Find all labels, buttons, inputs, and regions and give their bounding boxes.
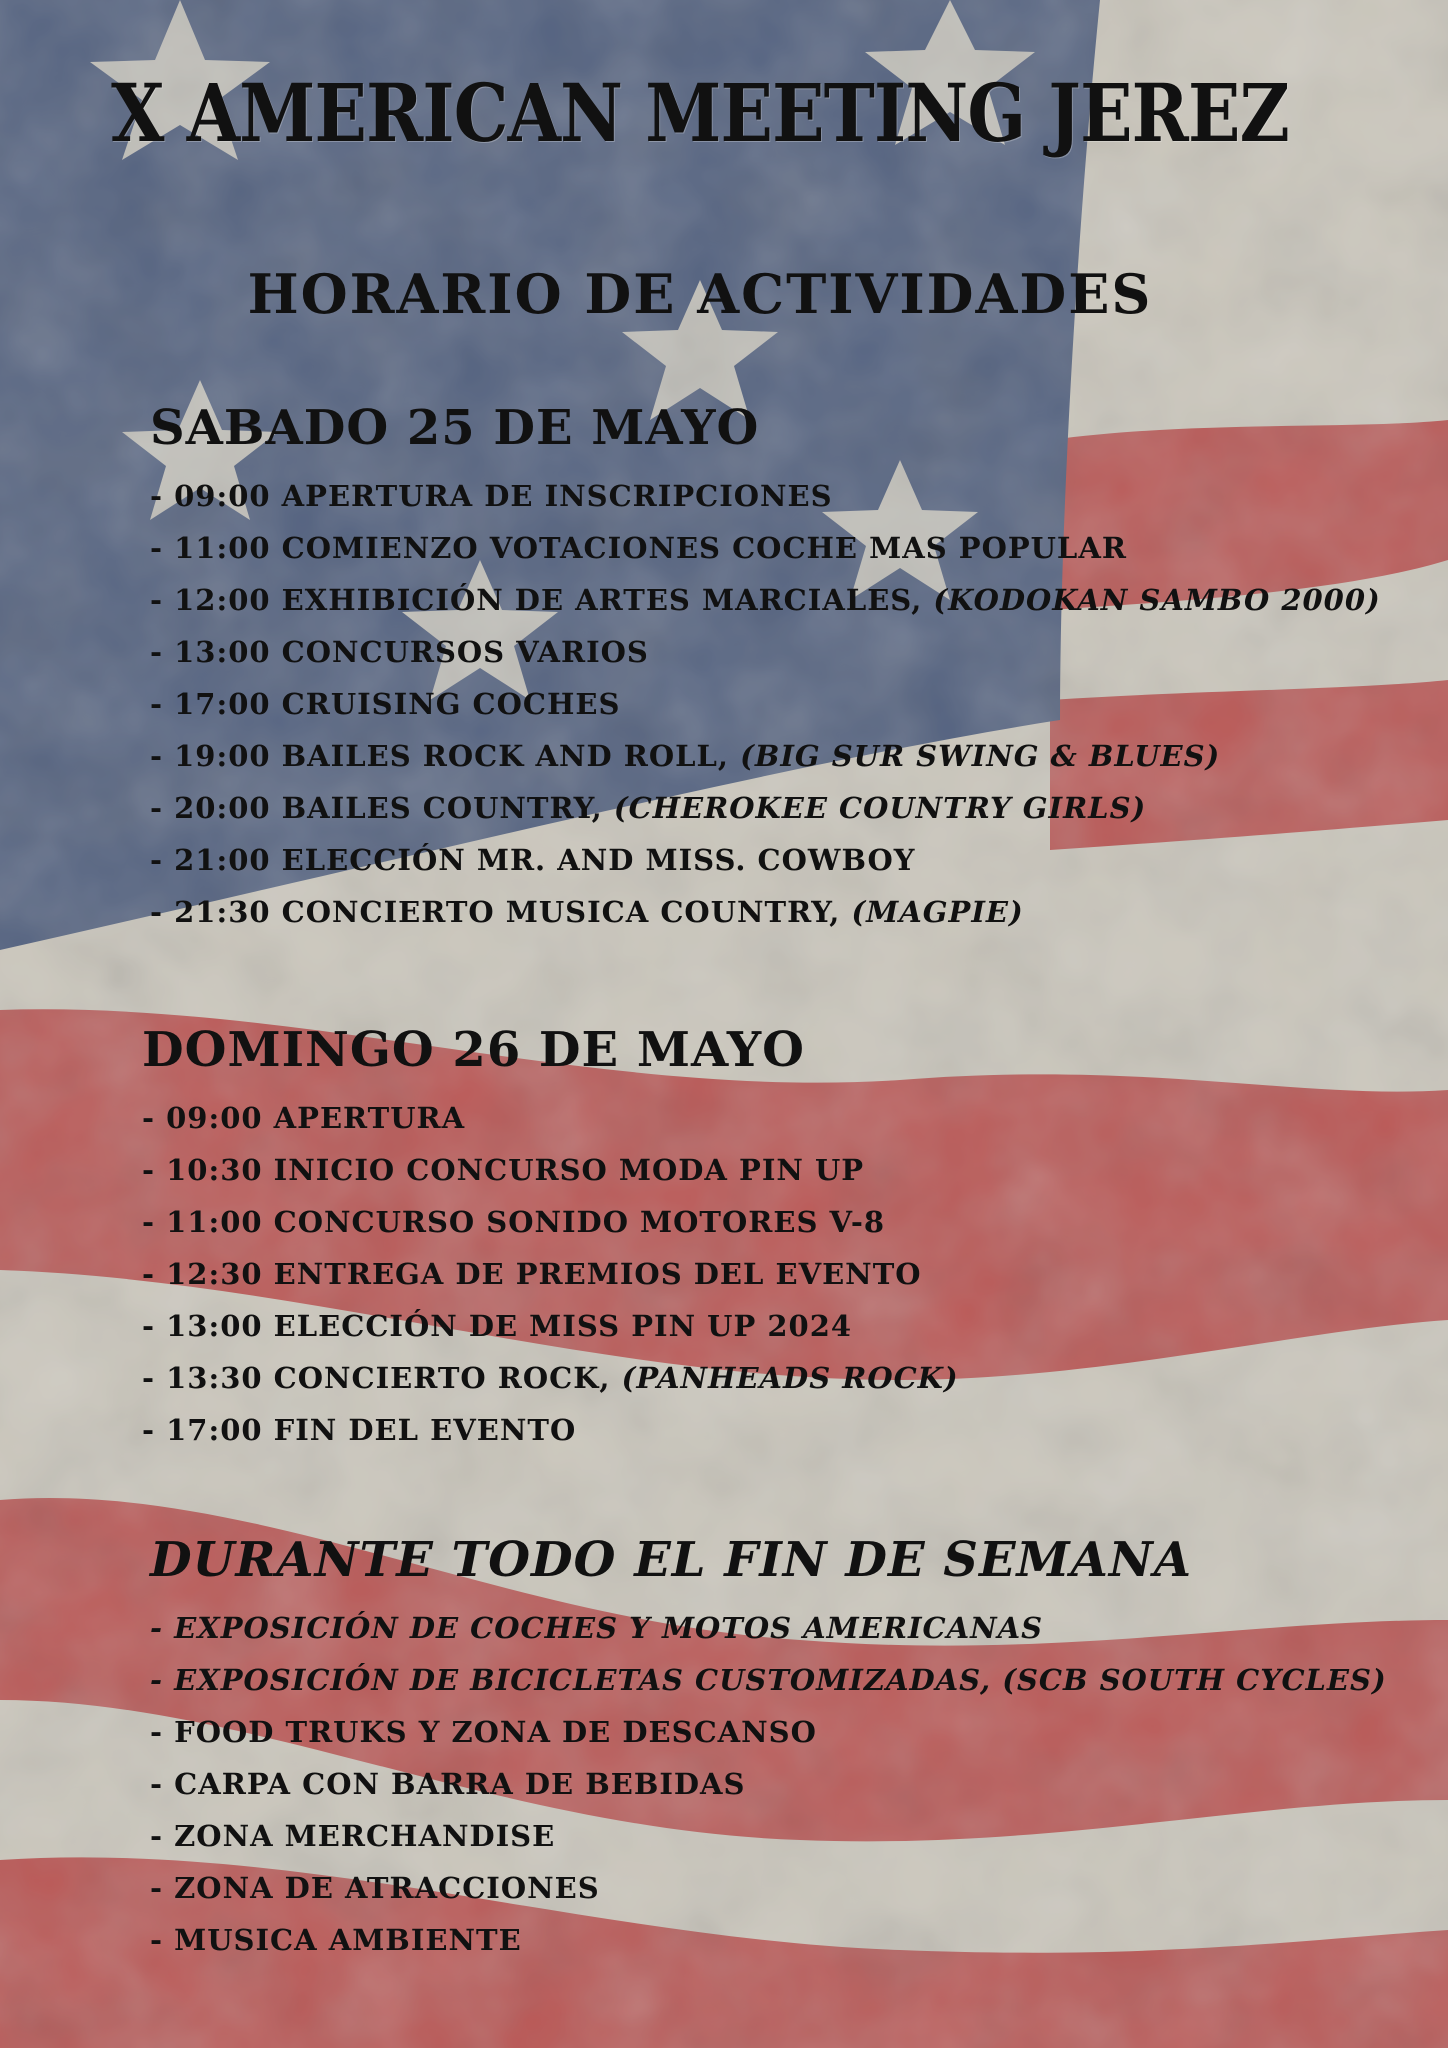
list-item: - CARPA CON BARRA DE BEBIDAS <box>150 1767 746 1801</box>
list-item: - 21:00 ELECCIÓN MR. AND MISS. COWBOY <box>150 843 916 877</box>
schedule-subtitle: HORARIO DE ACTIVIDADES <box>247 262 1153 326</box>
list-item: - 19:00 BAILES ROCK AND ROLL, (BIG SUR SWING & BLUES) <box>150 739 1221 773</box>
list-item: - 20:00 BAILES COUNTRY, (CHEROKEE COUNTRY GIRLS) <box>150 791 1147 825</box>
list-item: - 11:00 CONCURSO SONIDO MOTORES V-8 <box>142 1205 886 1239</box>
weekend-heading: DURANTE TODO EL FIN DE SEMANA <box>150 1532 1193 1588</box>
weekend-list <box>150 1602 1390 1966</box>
list-item: - MUSICA AMBIENTE <box>150 1923 522 1957</box>
list-item: - EXPOSICIÓN DE BICICLETAS CUSTOMIZADAS, (SCB SOUTH CYCLES) <box>150 1663 1387 1697</box>
list-item: - 17:00 FIN DEL EVENTO <box>142 1413 577 1447</box>
list-item: - EXPOSICIÓN DE COCHES Y MOTOS AMERICANAS <box>150 1611 1044 1645</box>
list-item: - 13:00 CONCURSOS VARIOS <box>150 635 649 669</box>
list-item: - 11:00 COMIENZO VOTACIONES COCHE MAS POPULAR <box>150 531 1127 565</box>
list-item: - ZONA MERCHANDISE <box>150 1819 556 1853</box>
list-item: - 10:30 INICIO CONCURSO MODA PIN UP <box>142 1153 865 1187</box>
list-item: - 13:00 ELECCIÓN DE MISS PIN UP 2024 <box>142 1309 853 1343</box>
list-item: - ZONA DE ATRACCIONES <box>150 1871 600 1905</box>
list-item: - FOOD TRUKS Y ZONA DE DESCANSO <box>150 1715 817 1749</box>
sunday-list <box>142 1092 1382 1456</box>
list-item: - 12:30 ENTREGA DE PREMIOS DEL EVENTO <box>142 1257 922 1291</box>
list-item: - 13:30 CONCIERTO ROCK, (PANHEADS ROCK) <box>142 1361 959 1395</box>
event-title: X AMERICAN MEETING JEREZ <box>111 66 1289 160</box>
list-item: - 09:00 APERTURA <box>142 1101 466 1135</box>
sunday-heading: DOMINGO 26 DE MAYO <box>142 1022 805 1078</box>
saturday-list <box>150 470 1390 938</box>
list-item: - 17:00 CRUISING COCHES <box>150 687 621 721</box>
sunday-section <box>142 1022 1382 1456</box>
saturday-section <box>150 400 1390 938</box>
list-item: - 12:00 EXHIBICIÓN DE ARTES MARCIALES, (KODOKAN SAMBO 2000) <box>150 583 1381 617</box>
saturday-heading: SABADO 25 DE MAYO <box>150 400 760 456</box>
weekend-section <box>150 1532 1390 1966</box>
list-item: - 21:30 CONCIERTO MUSICA COUNTRY, (MAGPIE) <box>150 895 1024 929</box>
list-item: - 09:00 APERTURA DE INSCRIPCIONES <box>150 479 833 513</box>
